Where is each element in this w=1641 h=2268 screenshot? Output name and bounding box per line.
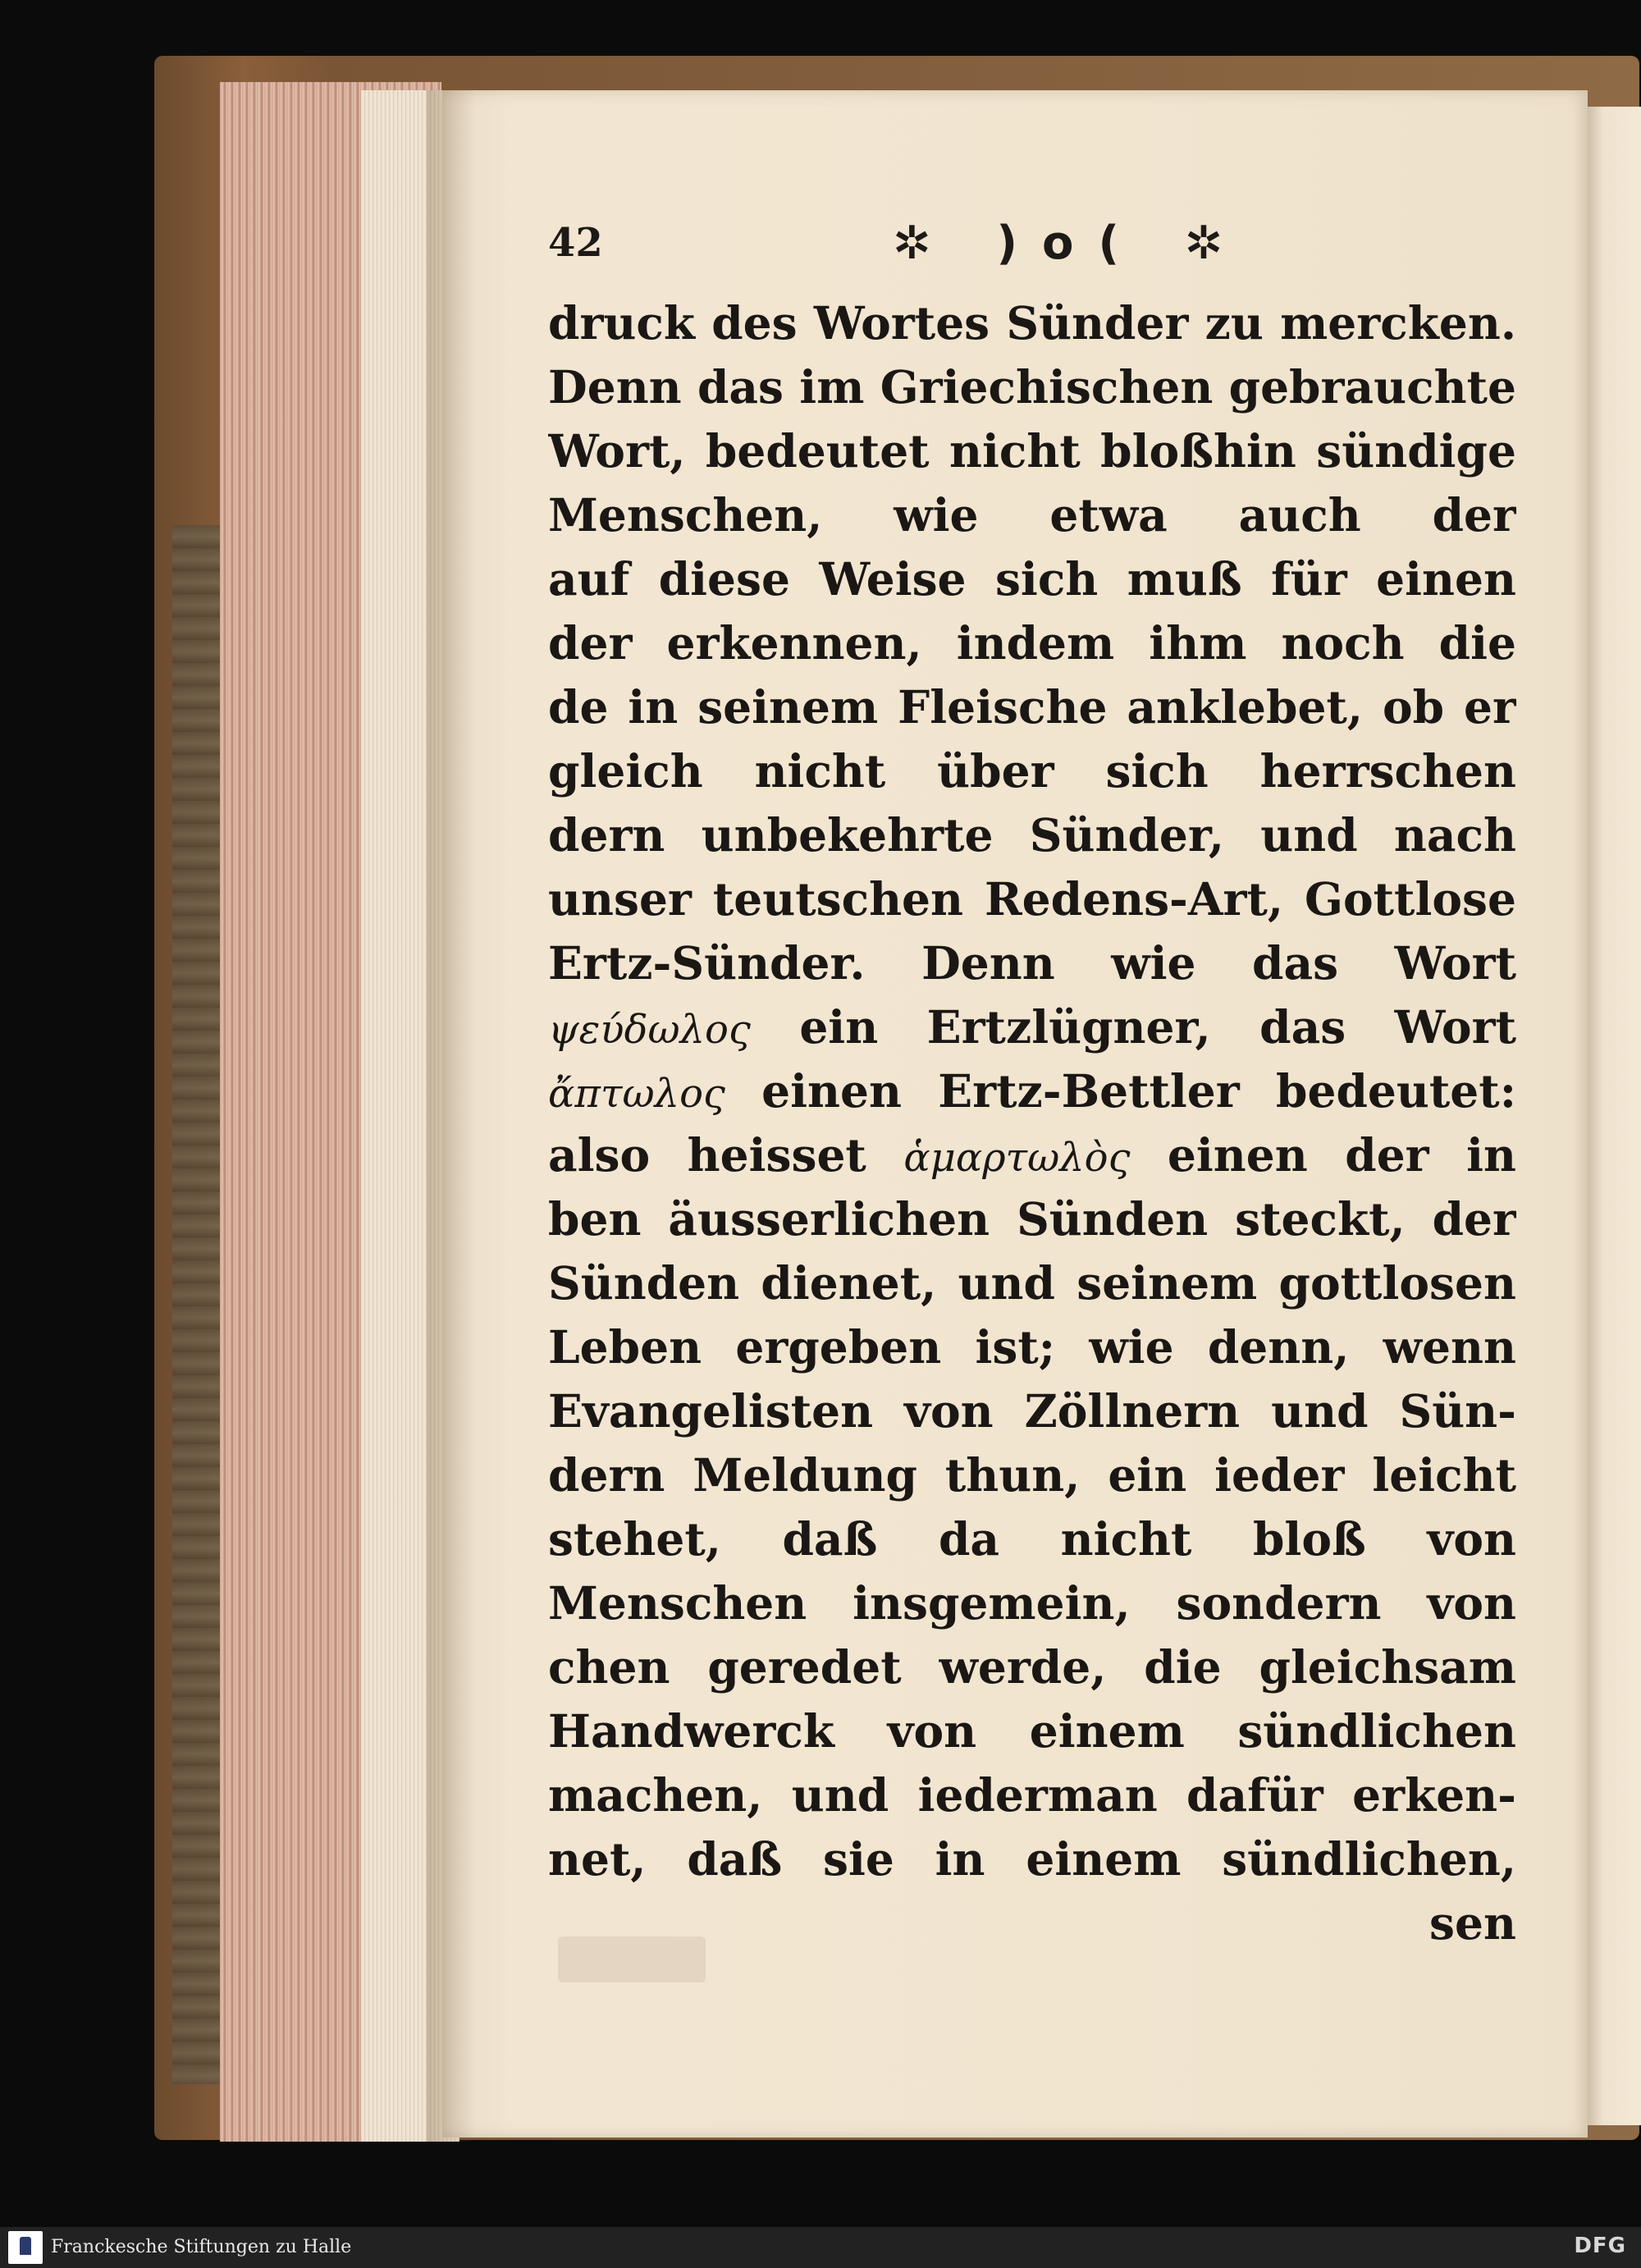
text-line: also heisset ἁμαρτωλὸς einen der in: [548, 1128, 1516, 1182]
header-ornament: ✲ )o( ✲: [893, 217, 1248, 270]
text-line: Ertz-Sünder. Denn wie das Wort: [548, 936, 1516, 990]
text-line: Menschen insgemein, sondern von: [548, 1576, 1516, 1630]
text-line: auf diese Weise sich muß für einen: [548, 552, 1516, 606]
text-line: Denn das im Griechischen gebrauchte: [548, 360, 1516, 414]
body-text: [548, 291, 1516, 1955]
text-line: de in seinem Fleische anklebet, ob er: [548, 680, 1516, 734]
dfg-logo[interactable]: DFG: [1574, 2234, 1626, 2258]
text-line: ben äusserlichen Sünden steckt, der: [548, 1192, 1516, 1246]
text-line: Handwerck von einem sündlichen: [548, 1704, 1516, 1758]
spine-shadow: [427, 90, 476, 2142]
greek-word: ἄπτωλος: [548, 1071, 725, 1117]
text-line: druck des Wortes Sünder zu mercken.: [548, 296, 1516, 350]
text-line: ἄπτωλος einen Ertz-Bettler bedeutet:: [548, 1064, 1516, 1118]
text-line: unser teutschen Redens-Art, Gottlose: [548, 872, 1516, 926]
text-line: machen, und iederman dafür erken-: [548, 1768, 1516, 1822]
page-number: 42: [548, 220, 603, 266]
text-line: stehet, daß da nicht bloß von: [548, 1512, 1516, 1566]
text-line: der erkennen, indem ihm noch die: [548, 616, 1516, 670]
text-line: Evangelisten von Zöllnern und Sün-: [548, 1384, 1516, 1438]
text-line: chen geredet werde, die gleichsam: [548, 1640, 1516, 1694]
text-line: gleich nicht über sich herrschen: [548, 744, 1516, 798]
text-line: ψεύδωλος ein Ertzlügner, das Wort: [548, 1000, 1516, 1054]
text-line: Leben ergeben ist; wie denn, wenn: [548, 1320, 1516, 1374]
institution-logo-icon[interactable]: [8, 2231, 43, 2264]
facing-page-edge: [1588, 107, 1641, 2125]
text-line: Sünden dienet, und seinem gottlosen: [548, 1256, 1516, 1310]
greek-word: ψεύδωλος: [548, 1007, 751, 1053]
text-line: net, daß sie in einem sündlichen,: [548, 1832, 1516, 1886]
text-line: Wort, bedeutet nicht bloßhin sündige: [548, 424, 1516, 478]
text-line: Menschen, wie etwa auch der: [548, 488, 1516, 542]
text-line: dern unbekehrte Sünder, und nach: [548, 808, 1516, 862]
page-header: [548, 217, 1516, 277]
institution-name[interactable]: Franckesche Stiftungen zu Halle: [51, 2237, 352, 2257]
text-line: dern Meldung thun, ein ieder leicht: [548, 1448, 1516, 1502]
greek-word: ἁμαρτωλὸς: [903, 1135, 1131, 1181]
catchword: sen: [1429, 1896, 1516, 1950]
